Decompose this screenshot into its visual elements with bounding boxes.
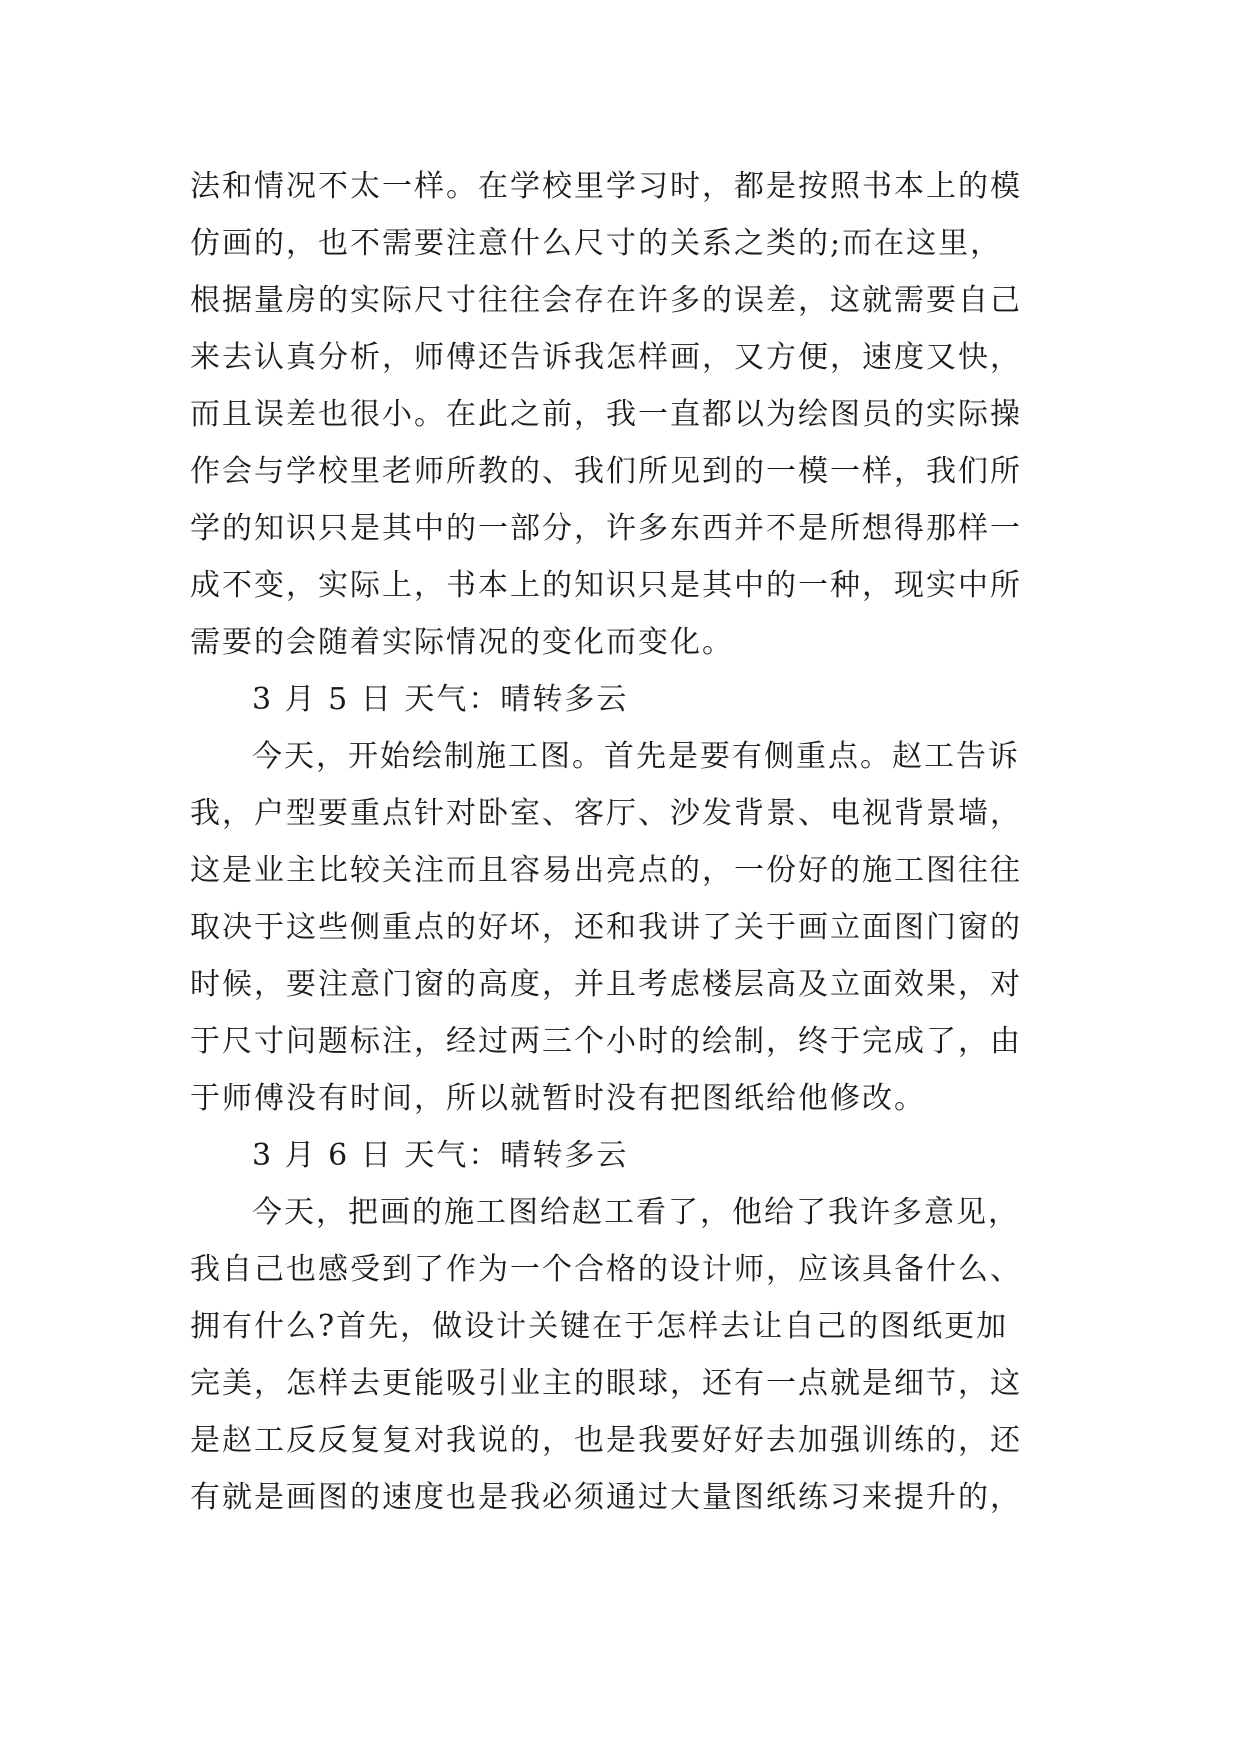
- paragraph-line: 我自己也感受到了作为一个合格的设计师，应该具备什么、: [190, 1252, 1022, 1287]
- paragraph-indented-line: 3 月 5 日 天气：晴转多云: [252, 682, 629, 717]
- paragraph-line: 法和情况不太一样。在学校里学习时，都是按照书本上的模: [190, 169, 1022, 204]
- document-body: [190, 158, 1070, 1526]
- paragraph-indented-line: 今天，开始绘制施工图。首先是要有侧重点。赵工告诉: [252, 739, 1020, 774]
- paragraph-line: 作会与学校里老师所教的、我们所见到的一模一样，我们所: [190, 454, 1022, 489]
- paragraph-line: 于尺寸问题标注，经过两三个小时的绘制，终于完成了，由: [190, 1024, 1022, 1059]
- paragraph-indented-line: 今天，把画的施工图给赵工看了，他给了我许多意见，: [252, 1195, 1020, 1230]
- paragraph-line: 是赵工反反复复对我说的，也是我要好好去加强训练的，还: [190, 1423, 1022, 1458]
- paragraph-line: 这是业主比较关注而且容易出亮点的，一份好的施工图往往: [190, 853, 1022, 888]
- paragraph-line: 根据量房的实际尺寸往往会存在许多的误差，这就需要自己: [190, 283, 1022, 318]
- paragraph-line: 拥有什么?首先，做设计关键在于怎样去让自己的图纸更加: [190, 1309, 1009, 1344]
- paragraph-line: 来去认真分析，师傅还告诉我怎样画，又方便，速度又快，: [190, 340, 1022, 375]
- paragraph-line: 有就是画图的速度也是我必须通过大量图纸练习来提升的，: [190, 1480, 1022, 1515]
- paragraph-line: 于师傅没有时间，所以就暂时没有把图纸给他修改。: [190, 1081, 926, 1116]
- paragraph-line: 需要的会随着实际情况的变化而变化。: [190, 625, 734, 660]
- paragraph-line: 取决于这些侧重点的好坏，还和我讲了关于画立面图门窗的: [190, 910, 1022, 945]
- paragraph-line: 时候，要注意门窗的高度，并且考虑楼层高及立面效果，对: [190, 967, 1022, 1002]
- paragraph-line: 仿画的，也不需要注意什么尺寸的关系之类的;而在这里，: [190, 226, 1003, 261]
- paragraph-line: 完美，怎样去更能吸引业主的眼球，还有一点就是细节，这: [190, 1366, 1022, 1401]
- paragraph-line: 学的知识只是其中的一部分，许多东西并不是所想得那样一: [190, 511, 1022, 546]
- paragraph-line: 成不变，实际上，书本上的知识只是其中的一种，现实中所: [190, 568, 1022, 603]
- paragraph-indented-line: 3 月 6 日 天气：晴转多云: [252, 1138, 629, 1173]
- paragraph-line: 而且误差也很小。在此之前，我一直都以为绘图员的实际操: [190, 397, 1022, 432]
- paragraph-line: 我，户型要重点针对卧室、客厅、沙发背景、电视背景墙，: [190, 796, 1022, 831]
